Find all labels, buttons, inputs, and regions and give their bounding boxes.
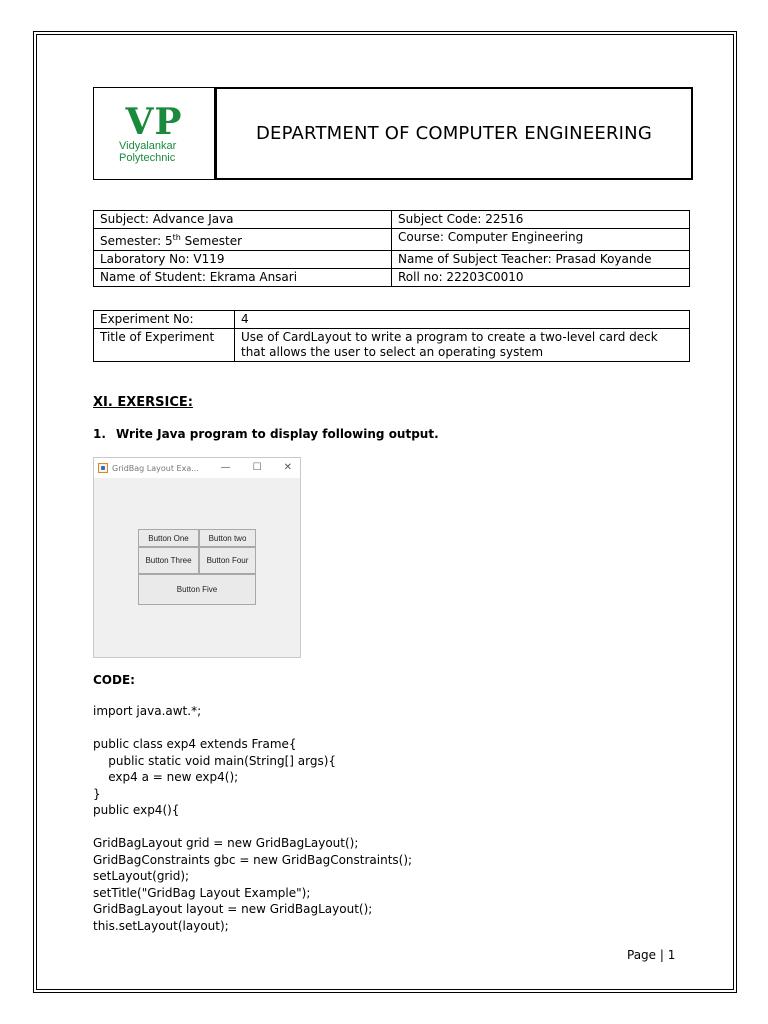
department-cell xyxy=(215,87,693,180)
logo-line2: Polytechnic xyxy=(119,151,176,164)
student-cell: Name of Student: Ekrama Ansari xyxy=(94,269,392,287)
button-four: Button Four xyxy=(199,547,256,574)
close-icon: ✕ xyxy=(283,462,292,473)
button-one: Button One xyxy=(138,529,199,547)
button-two: Button two xyxy=(199,529,256,547)
experiment-table xyxy=(93,310,690,362)
logo-letters: VP xyxy=(125,100,183,143)
section-heading: XI. EXERSICE: xyxy=(93,395,193,410)
exp-no-value: 4 xyxy=(235,311,690,329)
table-row xyxy=(94,211,690,229)
maximize-icon: ☐ xyxy=(252,462,262,473)
lab-no-cell: Laboratory No: V119 xyxy=(94,251,392,269)
roll-cell: Roll no: 22203C0010 xyxy=(392,269,690,287)
table-row xyxy=(94,311,690,329)
subject-cell: Subject: Advance Java xyxy=(94,211,392,229)
logo-line1: Vidyalankar xyxy=(119,139,177,152)
gridbag-window-screenshot xyxy=(93,457,301,658)
question-text: Write Java program to display following output. xyxy=(116,427,439,441)
question xyxy=(93,427,439,441)
exp-title-value: Use of CardLayout to write a program to create a two-level card deck that allows the user to select an operating system xyxy=(235,329,690,362)
window-titlebar xyxy=(94,458,300,478)
table-row xyxy=(94,329,690,362)
subject-code-cell: Subject Code: 22516 xyxy=(392,211,690,229)
semester-cell xyxy=(94,229,392,251)
window-title: GridBag Layout Exa... xyxy=(112,463,199,473)
department-title: DEPARTMENT OF COMPUTER ENGINEERING xyxy=(256,123,652,144)
table-row xyxy=(94,229,690,251)
code-label: CODE: xyxy=(93,673,135,687)
teacher-cell: Name of Subject Teacher: Prasad Koyande xyxy=(392,251,690,269)
table-row xyxy=(94,251,690,269)
course-cell: Course: Computer Engineering xyxy=(392,229,690,251)
header xyxy=(93,87,693,180)
button-three: Button Three xyxy=(138,547,199,574)
semester-sup: th xyxy=(172,233,181,242)
button-five: Button Five xyxy=(138,574,256,605)
exp-no-label: Experiment No: xyxy=(94,311,235,329)
semester-suffix: Semester xyxy=(180,234,243,248)
logo xyxy=(93,87,215,180)
page-number: Page | 1 xyxy=(627,948,676,962)
semester-prefix: Semester: 5 xyxy=(100,234,173,248)
minimize-icon: — xyxy=(220,462,231,473)
question-number: 1. xyxy=(93,427,106,441)
window-controls xyxy=(221,462,292,473)
java-icon xyxy=(98,463,108,473)
table-row xyxy=(94,269,690,287)
code-block: import java.awt.*; public class exp4 extends Frame{ public static void main(String[] args){ exp4 a = new exp4(); } public exp4(){ GridBagLayout grid = new GridBagLayout(); GridBagConstraints gbc = new GridBagConstraints(); setLayout(grid); setTitle("GridBag Layout Example"); GridBagLayout layout = new GridBagLayout(); this.setLayout(layout); xyxy=(93,704,413,933)
exp-title-label: Title of Experiment xyxy=(94,329,235,362)
info-table xyxy=(93,210,690,287)
